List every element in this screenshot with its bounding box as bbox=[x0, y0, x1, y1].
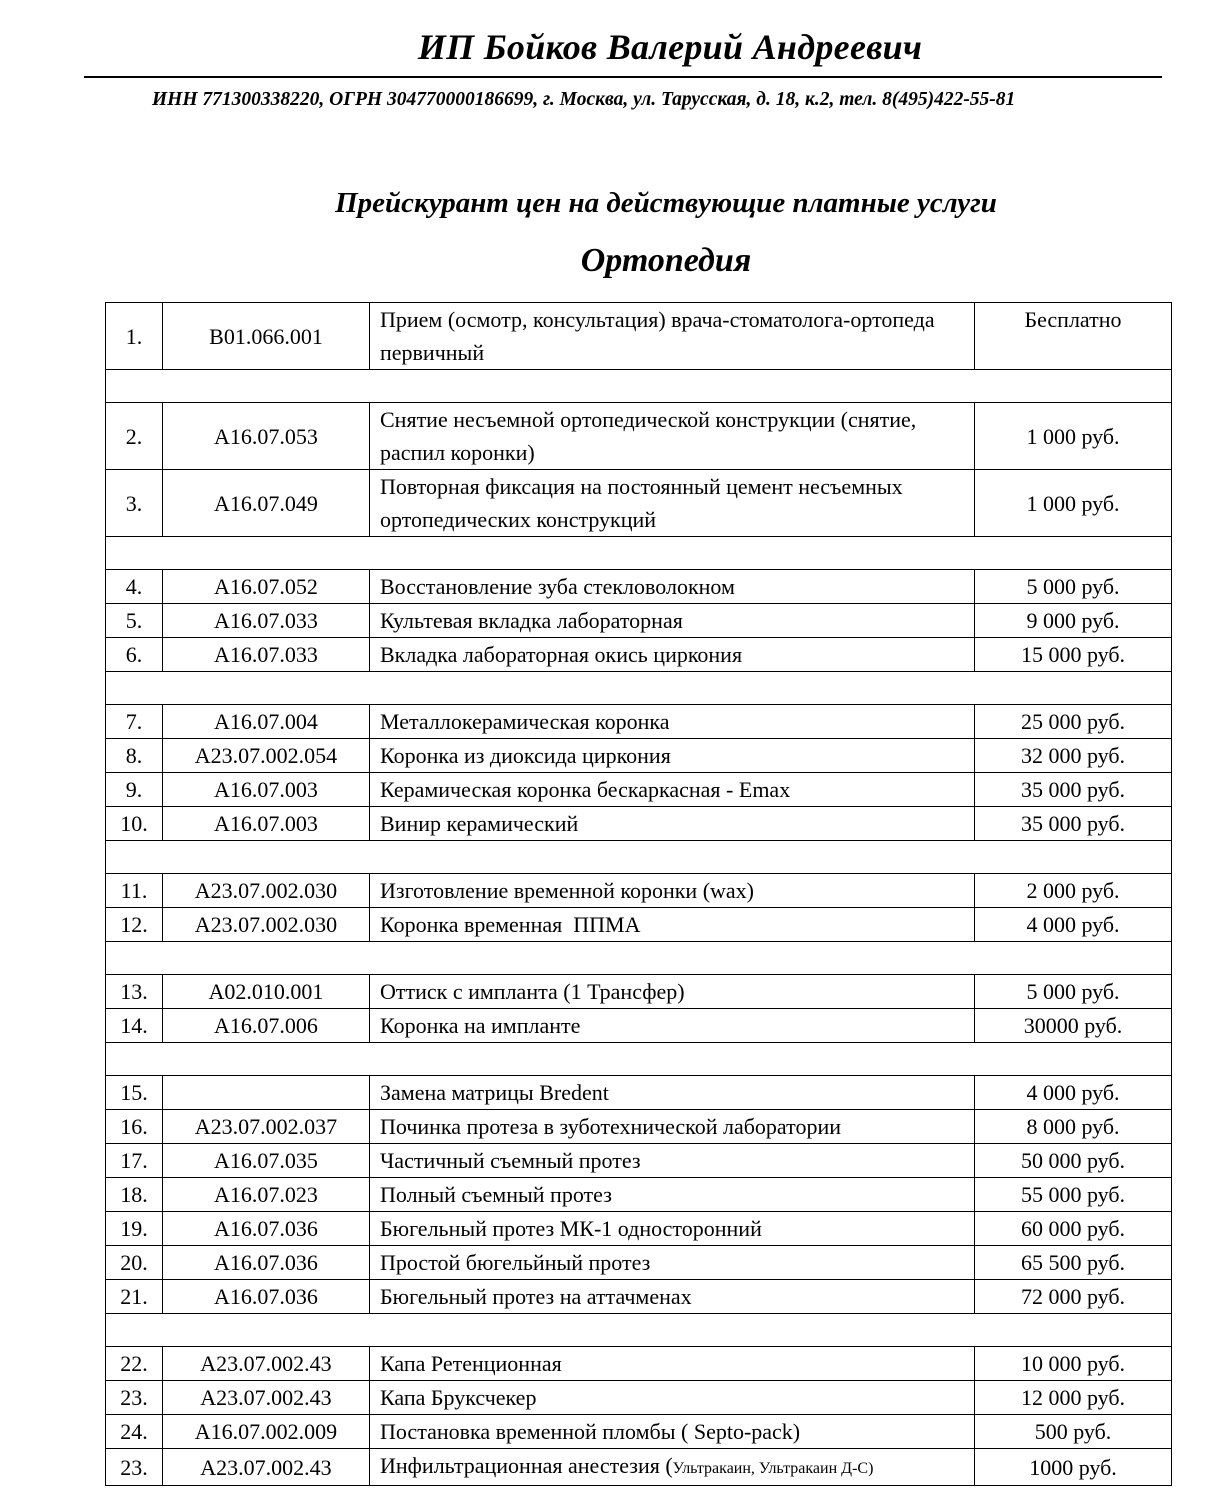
service-price: 35 000 руб. bbox=[975, 773, 1172, 807]
price-table bbox=[105, 302, 1172, 1486]
service-name: Оттиск с импланта (1 Трансфер) bbox=[370, 975, 975, 1009]
row-number: 7. bbox=[106, 705, 163, 739]
service-price: 5 000 руб. bbox=[975, 570, 1172, 604]
table-row bbox=[106, 604, 1172, 638]
service-name bbox=[370, 1449, 975, 1486]
service-name-note: Ультракаин, Ультракаин Д-С) bbox=[672, 1460, 874, 1477]
row-number: 11. bbox=[106, 874, 163, 908]
service-code: А23.07.002.054 bbox=[163, 739, 370, 773]
service-price: 65 500 руб. bbox=[975, 1246, 1172, 1280]
service-name: Бюгельный протез на аттачменах bbox=[370, 1280, 975, 1314]
service-name: Замена матрицы Bredent bbox=[370, 1076, 975, 1110]
service-name: Керамическая коронка бескаркасная - Emax bbox=[370, 773, 975, 807]
table-row bbox=[106, 638, 1172, 672]
service-code: А16.07.033 bbox=[163, 604, 370, 638]
row-number: 23. bbox=[106, 1449, 163, 1486]
service-name-main: Инфильтрационная анестезия ( bbox=[380, 1453, 673, 1478]
service-code: А23.07.002.43 bbox=[163, 1449, 370, 1486]
service-price: 1 000 руб. bbox=[975, 403, 1172, 470]
service-name: Капа Бруксчекер bbox=[370, 1381, 975, 1415]
service-price: 35 000 руб. bbox=[975, 807, 1172, 841]
service-code: А16.07.052 bbox=[163, 570, 370, 604]
table-row bbox=[106, 1280, 1172, 1314]
row-number: 2. bbox=[106, 403, 163, 470]
row-number: 24. bbox=[106, 1415, 163, 1449]
group-separator bbox=[106, 537, 1172, 570]
service-price: 10 000 руб. bbox=[975, 1347, 1172, 1381]
table-row bbox=[106, 1144, 1172, 1178]
service-price: 8 000 руб. bbox=[975, 1110, 1172, 1144]
table-row bbox=[106, 1009, 1172, 1043]
table-row bbox=[106, 1381, 1172, 1415]
service-price: 50 000 руб. bbox=[975, 1144, 1172, 1178]
row-number: 21. bbox=[106, 1280, 163, 1314]
service-price: 1000 руб. bbox=[975, 1449, 1172, 1486]
table-row bbox=[106, 303, 1172, 370]
service-price: 32 000 руб. bbox=[975, 739, 1172, 773]
service-price: 2 000 руб. bbox=[975, 874, 1172, 908]
service-price: 4 000 руб. bbox=[975, 1076, 1172, 1110]
table-row bbox=[106, 705, 1172, 739]
row-number: 17. bbox=[106, 1144, 163, 1178]
row-number: 16. bbox=[106, 1110, 163, 1144]
service-code: А23.07.002.43 bbox=[163, 1381, 370, 1415]
table-row bbox=[106, 874, 1172, 908]
service-price: 9 000 руб. bbox=[975, 604, 1172, 638]
service-name: Постановка временной пломбы ( Septo-pack) bbox=[370, 1415, 975, 1449]
service-code: А16.07.036 bbox=[163, 1246, 370, 1280]
service-code: А16.07.036 bbox=[163, 1280, 370, 1314]
service-name: Вкладка лабораторная окись циркония bbox=[370, 638, 975, 672]
table-row bbox=[106, 403, 1172, 470]
service-code: В01.066.001 bbox=[163, 303, 370, 370]
service-code: А16.07.004 bbox=[163, 705, 370, 739]
service-code: А02.010.001 bbox=[163, 975, 370, 1009]
service-code: А16.07.003 bbox=[163, 773, 370, 807]
table-row bbox=[106, 1415, 1172, 1449]
service-name: Изготовление временной коронки (wax) bbox=[370, 874, 975, 908]
row-number: 9. bbox=[106, 773, 163, 807]
service-price: 30000 руб. bbox=[975, 1009, 1172, 1043]
table-row bbox=[106, 975, 1172, 1009]
table-row bbox=[106, 1178, 1172, 1212]
row-number: 4. bbox=[106, 570, 163, 604]
table-row bbox=[106, 807, 1172, 841]
table-row bbox=[106, 1212, 1172, 1246]
table-row bbox=[106, 1246, 1172, 1280]
service-name: Полный съемный протез bbox=[370, 1178, 975, 1212]
service-code bbox=[163, 1076, 370, 1110]
service-code: А23.07.002.43 bbox=[163, 1347, 370, 1381]
service-name: Простой бюгельйный протез bbox=[370, 1246, 975, 1280]
service-name: Снятие несъемной ортопедической конструкции (снятие, распил коронки) bbox=[370, 403, 975, 470]
row-number: 19. bbox=[106, 1212, 163, 1246]
service-code: А16.07.036 bbox=[163, 1212, 370, 1246]
row-number: 13. bbox=[106, 975, 163, 1009]
row-number: 14. bbox=[106, 1009, 163, 1043]
row-number: 8. bbox=[106, 739, 163, 773]
group-separator bbox=[106, 1043, 1172, 1076]
row-number: 18. bbox=[106, 1178, 163, 1212]
group-separator bbox=[106, 1314, 1172, 1347]
service-code: А16.07.003 bbox=[163, 807, 370, 841]
service-code: А16.07.002.009 bbox=[163, 1415, 370, 1449]
service-price: 15 000 руб. bbox=[975, 638, 1172, 672]
table-row bbox=[106, 570, 1172, 604]
table-row bbox=[106, 470, 1172, 537]
row-number: 3. bbox=[106, 470, 163, 537]
service-name: Прием (осмотр, консультация) врача-стоматолога-ортопеда первичный bbox=[370, 303, 975, 370]
group-separator bbox=[106, 841, 1172, 874]
table-row bbox=[106, 1076, 1172, 1110]
service-name: Коронка временная ППМА bbox=[370, 908, 975, 942]
service-code: А23.07.002.030 bbox=[163, 874, 370, 908]
table-row bbox=[106, 1347, 1172, 1381]
service-name: Частичный съемный протез bbox=[370, 1144, 975, 1178]
service-code: А16.07.049 bbox=[163, 470, 370, 537]
row-number: 23. bbox=[106, 1381, 163, 1415]
service-name: Починка протеза в зуботехнической лаборатории bbox=[370, 1110, 975, 1144]
document-subtitle: Ортопедия bbox=[580, 242, 752, 279]
service-price: 25 000 руб. bbox=[975, 705, 1172, 739]
table-row bbox=[106, 1110, 1172, 1144]
service-price: 1 000 руб. bbox=[975, 470, 1172, 537]
service-price: 4 000 руб. bbox=[975, 908, 1172, 942]
service-price: 12 000 руб. bbox=[975, 1381, 1172, 1415]
service-name: Восстановление зуба стекловолокном bbox=[370, 570, 975, 604]
service-code: А16.07.053 bbox=[163, 403, 370, 470]
company-details: ИНН 771300338220, ОГРН 304770000186699, г. Москва, ул. Тарусская, д. 18, к.2, тел. 8(495)422-55-81 bbox=[152, 89, 1016, 110]
service-code: А16.07.033 bbox=[163, 638, 370, 672]
service-price: Бесплатно bbox=[975, 303, 1172, 370]
group-separator bbox=[106, 370, 1172, 403]
row-number: 6. bbox=[106, 638, 163, 672]
service-code: А16.07.035 bbox=[163, 1144, 370, 1178]
row-number: 20. bbox=[106, 1246, 163, 1280]
service-name: Коронка на импланте bbox=[370, 1009, 975, 1043]
table-row bbox=[106, 739, 1172, 773]
row-number: 5. bbox=[106, 604, 163, 638]
company-name: ИП Бойков Валерий Андреевич bbox=[417, 27, 923, 67]
table-row bbox=[106, 773, 1172, 807]
service-price: 72 000 руб. bbox=[975, 1280, 1172, 1314]
table-row bbox=[106, 908, 1172, 942]
service-price: 60 000 руб. bbox=[975, 1212, 1172, 1246]
header-divider bbox=[84, 76, 1162, 78]
service-name: Повторная фиксация на постоянный цемент несъемных ортопедических конструкций bbox=[370, 470, 975, 537]
service-price: 5 000 руб. bbox=[975, 975, 1172, 1009]
row-number: 15. bbox=[106, 1076, 163, 1110]
document-title: Прейскурант цен на действующие платные услуги bbox=[335, 187, 997, 219]
row-number: 22. bbox=[106, 1347, 163, 1381]
group-separator bbox=[106, 942, 1172, 975]
group-separator bbox=[106, 672, 1172, 705]
service-name: Винир керамический bbox=[370, 807, 975, 841]
service-price: 55 000 руб. bbox=[975, 1178, 1172, 1212]
service-name: Капа Ретенционная bbox=[370, 1347, 975, 1381]
service-price: 500 руб. bbox=[975, 1415, 1172, 1449]
service-code: А16.07.023 bbox=[163, 1178, 370, 1212]
service-name: Коронка из диоксида циркония bbox=[370, 739, 975, 773]
row-number: 10. bbox=[106, 807, 163, 841]
service-name: Металлокерамическая коронка bbox=[370, 705, 975, 739]
service-code: А16.07.006 bbox=[163, 1009, 370, 1043]
service-code: А23.07.002.030 bbox=[163, 908, 370, 942]
service-name: Культевая вкладка лабораторная bbox=[370, 604, 975, 638]
table-row bbox=[106, 1449, 1172, 1486]
row-number: 1. bbox=[106, 303, 163, 370]
service-code: А23.07.002.037 bbox=[163, 1110, 370, 1144]
row-number: 12. bbox=[106, 908, 163, 942]
service-name: Бюгельный протез МК-1 односторонний bbox=[370, 1212, 975, 1246]
